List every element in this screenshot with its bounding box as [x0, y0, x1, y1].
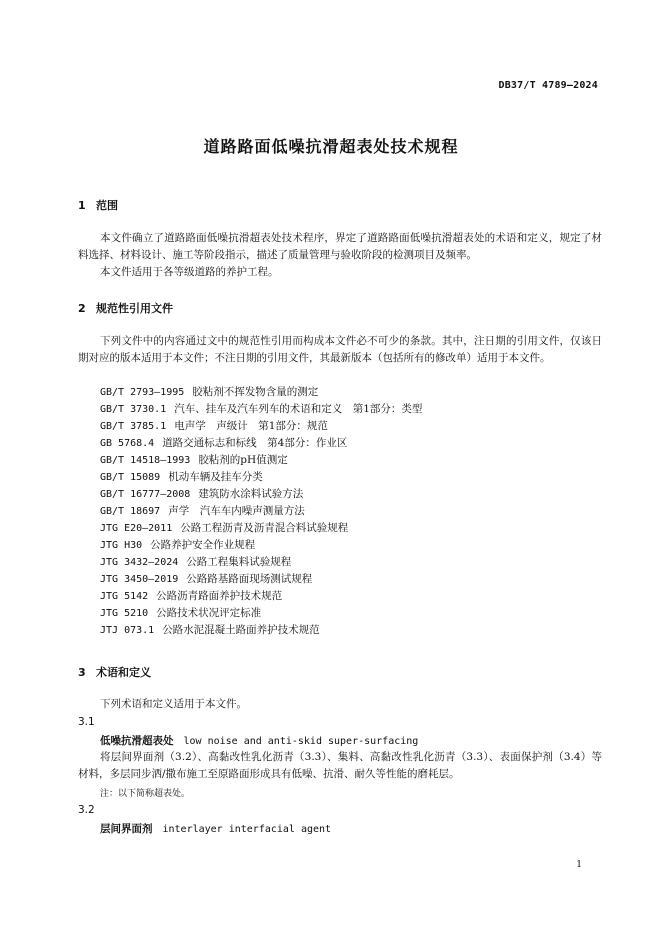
section-1-paragraph-2: 本文件适用于各等级道路的养护工程。 [100, 266, 279, 278]
reference-code: JTG 5142 [100, 591, 149, 602]
section-1-heading [78, 197, 118, 213]
reference-title: 公路路基路面现场测试规程 [186, 573, 313, 585]
reference-code: JTG 3450—2019 [100, 574, 179, 585]
reference-title: 公路工程沥青及沥青混合料试验规程 [180, 522, 349, 534]
reference-code: GB/T 3730.1 [100, 404, 167, 415]
document-title: 道路路面低噪抗滑超表处技术规程 [203, 137, 459, 156]
reference-title: 机动车辆及挂车分类 [168, 471, 263, 483]
term-chinese: 低噪抗滑超表处 [100, 735, 174, 747]
section-2-title: 规范性引用文件 [96, 302, 173, 315]
section-1-number: 1 [78, 199, 86, 212]
reference-title: 建筑防水涂料试验方法 [198, 488, 304, 500]
section-1-paragraph-1: 本文件确立了道路路面低噪抗滑超表处技术程序，界定了道路路面低噪抗滑超表处的术语和定义，规定了材料选择、材料设计、施工等阶段指示，描述了质量管理与验收阶段的检测项目及频率。 [78, 232, 602, 261]
section-2-intro: 下列文件中的内容通过文中的规范性引用而构成本文件必不可少的条款。其中，注日期的引用文件，仅该日期对应的版本适用于本文件；不注日期的引用文件，其最新版本（包括所有的修改单）适用于本文件。 [78, 335, 602, 364]
reference-title: 声学 汽车车内噪声测量方法 [168, 505, 305, 517]
reference-item [100, 401, 422, 418]
reference-title: 公路养护安全作业规程 [150, 539, 256, 551]
reference-title: 公路技术状况评定标准 [156, 607, 262, 619]
reference-title: 公路水泥混凝土路面养护技术规范 [162, 624, 320, 636]
term-number: 3.1 [78, 716, 95, 728]
reference-code: GB/T 15089 [100, 472, 161, 483]
reference-title: 胶粘剂不挥发物含量的测定 [192, 386, 319, 398]
section-3-heading [78, 664, 151, 680]
reference-item [100, 537, 255, 554]
reference-code: JTG 3432—2024 [100, 557, 179, 568]
reference-item [100, 486, 303, 503]
reference-title: 公路沥青路面养护技术规范 [156, 590, 283, 602]
reference-code: GB/T 14518—1993 [100, 455, 191, 466]
reference-title: 胶粘剂的pH值测定 [198, 454, 288, 466]
reference-title: 汽车、挂车及汽车列车的术语和定义 第1部分：类型 [174, 403, 423, 415]
reference-item [100, 384, 318, 401]
reference-title: 道路交通标志和标线 第4部分：作业区 [162, 437, 348, 449]
reference-code: JTJ 073.1 [100, 625, 155, 636]
reference-code: JTG 5210 [100, 608, 149, 619]
section-3-intro: 下列术语和定义适用于本文件。 [100, 698, 247, 710]
reference-title: 电声学 声级计 第1部分：规范 [174, 420, 328, 432]
document-number: DB37/T 4789—2024 [498, 80, 598, 91]
term-note: 注：以下简称超表处。 [100, 789, 191, 799]
reference-code: GB/T 2793—1995 [100, 387, 185, 398]
term-english: low noise and anti-skid super-surfacing [183, 736, 419, 747]
reference-item [100, 571, 312, 588]
reference-item [100, 503, 305, 520]
page-number: 1 [576, 860, 582, 870]
reference-item [100, 588, 282, 605]
reference-code: GB/T 18697 [100, 506, 161, 517]
reference-code: GB/T 3785.1 [100, 421, 167, 432]
term-chinese: 层间界面剂 [100, 823, 153, 835]
reference-code: GB 5768.4 [100, 438, 155, 449]
reference-code: JTG H30 [100, 540, 143, 551]
reference-item [100, 605, 261, 622]
reference-item [100, 622, 320, 639]
term-heading [100, 821, 331, 836]
reference-item [100, 469, 263, 486]
term-definition: 将层间界面剂（3.2）、高黏改性乳化沥青（3.3）、集料、高黏改性乳化沥青（3.3）、表面保护剂（3.4）等材料，多层同步洒/撒布施工至原路面形成具有低噪、抗滑、耐久等性能的磨耗层。 [78, 751, 602, 780]
term-english: interlayer interfacial agent [162, 824, 332, 835]
section-1-title: 范围 [96, 199, 118, 212]
reference-code: JTG E20—2011 [100, 523, 173, 534]
reference-code: GB/T 16777—2008 [100, 489, 191, 500]
reference-item [100, 554, 291, 571]
reference-title: 公路工程集料试验规程 [186, 556, 292, 568]
reference-item [100, 435, 347, 452]
section-2-number: 2 [78, 302, 86, 315]
section-3-title: 术语和定义 [96, 666, 151, 679]
term-number: 3.2 [78, 804, 95, 816]
section-2-heading [78, 300, 173, 316]
term-heading [100, 733, 418, 748]
reference-item [100, 452, 288, 469]
reference-item [100, 418, 328, 435]
reference-item [100, 520, 348, 537]
section-3-number: 3 [78, 666, 86, 679]
